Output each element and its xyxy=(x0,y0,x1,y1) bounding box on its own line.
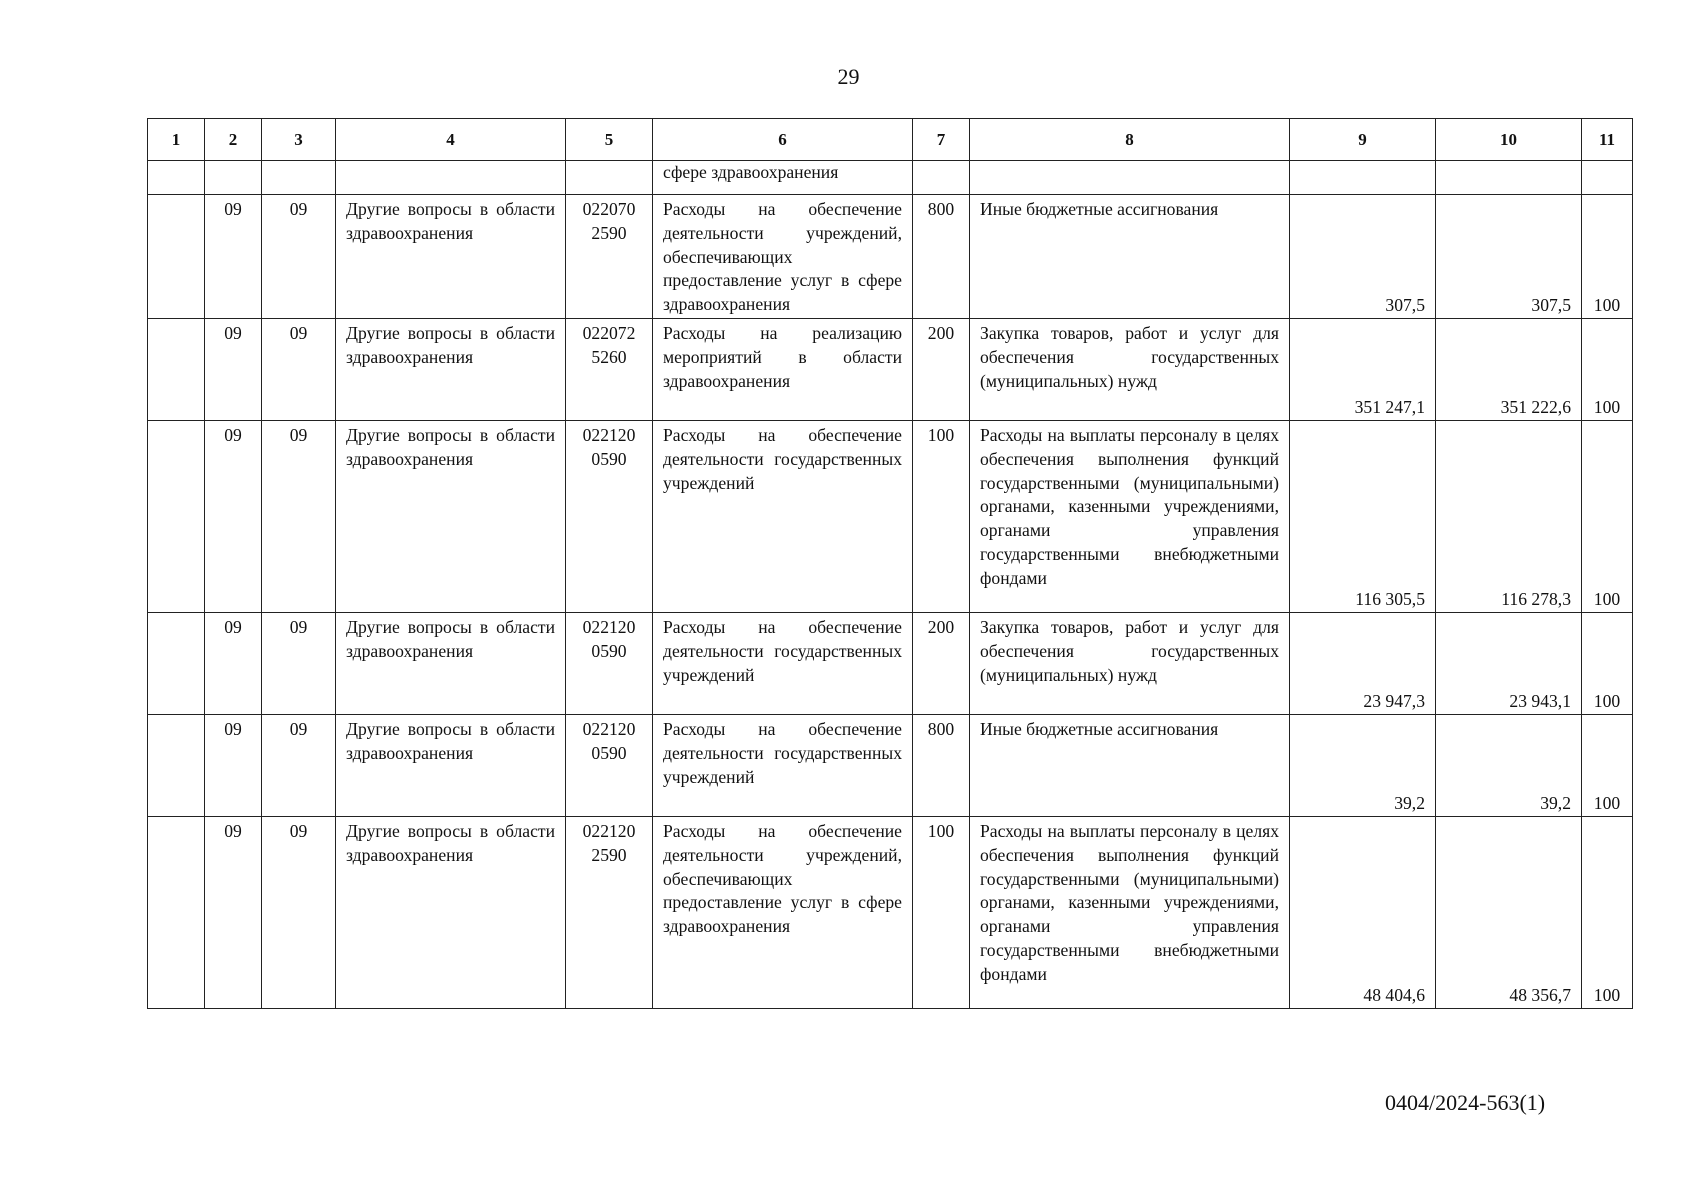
cell-number xyxy=(148,421,205,613)
cell-target-code: 022072 5260 xyxy=(566,319,653,421)
cell-expense-type-name: Расходы на выплаты персоналу в целях обеспечения выполнения функций государственными (муниципальными) органами, казенными учреждениями, органами управления государственными внебюджетными фондами xyxy=(970,817,1290,1009)
cell-planned-amount: 23 947,3 xyxy=(1290,613,1436,715)
cell-section: 09 xyxy=(205,319,262,421)
page-number: 29 xyxy=(837,64,860,89)
cell-empty xyxy=(970,161,1290,195)
cell-number xyxy=(148,195,205,319)
cell-actual-amount: 39,2 xyxy=(1436,715,1582,817)
column-header-8: 8 xyxy=(970,119,1290,161)
cell-planned-amount: 48 404,6 xyxy=(1290,817,1436,1009)
cell-planned-amount: 351 247,1 xyxy=(1290,319,1436,421)
cell-empty xyxy=(1436,161,1582,195)
cell-target-code: 022120 0590 xyxy=(566,421,653,613)
budget-table xyxy=(147,118,1633,1009)
cell-number xyxy=(148,319,205,421)
cell-expense-type-name: Иные бюджетные ассигнования xyxy=(970,195,1290,319)
cell-subsection-name: Другие вопросы в области здравоохранения xyxy=(336,817,566,1009)
cell-subsection: 09 xyxy=(262,319,336,421)
cell-expense-type-code: 800 xyxy=(913,715,970,817)
cell-empty xyxy=(566,161,653,195)
table-row xyxy=(148,613,1633,715)
cell-target-code: 022120 2590 xyxy=(566,817,653,1009)
table-body xyxy=(148,161,1633,1009)
cell-actual-amount: 116 278,3 xyxy=(1436,421,1582,613)
cell-number xyxy=(148,715,205,817)
cell-subsection: 09 xyxy=(262,817,336,1009)
cell-execution-percent: 100 xyxy=(1582,421,1633,613)
cell-number xyxy=(148,817,205,1009)
cell-subsection-name: Другие вопросы в области здравоохранения xyxy=(336,715,566,817)
cell-section: 09 xyxy=(205,195,262,319)
table-row xyxy=(148,421,1633,613)
cell-planned-amount: 116 305,5 xyxy=(1290,421,1436,613)
column-header-1: 1 xyxy=(148,119,205,161)
column-header-11: 11 xyxy=(1582,119,1633,161)
cell-expense-type-name: Иные бюджетные ассигнования xyxy=(970,715,1290,817)
cell-number xyxy=(148,613,205,715)
cell-section: 09 xyxy=(205,421,262,613)
column-header-2: 2 xyxy=(205,119,262,161)
cell-subsection: 09 xyxy=(262,715,336,817)
table-header-row xyxy=(148,119,1633,161)
table-row xyxy=(148,715,1633,817)
cell-expense-description: сфере здравоохранения xyxy=(653,161,913,195)
cell-empty xyxy=(1582,161,1633,195)
cell-empty xyxy=(336,161,566,195)
cell-planned-amount: 39,2 xyxy=(1290,715,1436,817)
column-header-4: 4 xyxy=(336,119,566,161)
cell-empty xyxy=(205,161,262,195)
cell-execution-percent: 100 xyxy=(1582,715,1633,817)
cell-actual-amount: 351 222,6 xyxy=(1436,319,1582,421)
cell-expense-description: Расходы на обеспечение деятельности учреждений, обеспечивающих предоставление услуг в сфере здравоохранения xyxy=(653,195,913,319)
cell-subsection-name: Другие вопросы в области здравоохранения xyxy=(336,421,566,613)
cell-expense-type-code: 200 xyxy=(913,613,970,715)
cell-subsection-name: Другие вопросы в области здравоохранения xyxy=(336,195,566,319)
cell-execution-percent: 100 xyxy=(1582,319,1633,421)
cell-expense-type-name: Закупка товаров, работ и услуг для обеспечения государственных (муниципальных) нужд xyxy=(970,319,1290,421)
cell-subsection: 09 xyxy=(262,421,336,613)
cell-expense-description: Расходы на обеспечение деятельности государственных учреждений xyxy=(653,613,913,715)
cell-expense-type-code: 800 xyxy=(913,195,970,319)
cell-expense-description: Расходы на обеспечение деятельности учреждений, обеспечивающих предоставление услуг в сфере здравоохранения xyxy=(653,817,913,1009)
cell-empty xyxy=(148,161,205,195)
cell-section: 09 xyxy=(205,817,262,1009)
cell-subsection-name: Другие вопросы в области здравоохранения xyxy=(336,319,566,421)
table-row xyxy=(148,817,1633,1009)
column-header-7: 7 xyxy=(913,119,970,161)
cell-target-code: 022120 0590 xyxy=(566,715,653,817)
cell-execution-percent: 100 xyxy=(1582,817,1633,1009)
cell-expense-type-code: 100 xyxy=(913,817,970,1009)
table-row xyxy=(148,319,1633,421)
cell-actual-amount: 23 943,1 xyxy=(1436,613,1582,715)
cell-execution-percent: 100 xyxy=(1582,613,1633,715)
cell-expense-type-name: Закупка товаров, работ и услуг для обеспечения государственных (муниципальных) нужд xyxy=(970,613,1290,715)
cell-section: 09 xyxy=(205,715,262,817)
cell-expense-description: Расходы на реализацию мероприятий в области здравоохранения xyxy=(653,319,913,421)
cell-empty xyxy=(913,161,970,195)
cell-actual-amount: 48 356,7 xyxy=(1436,817,1582,1009)
cell-empty xyxy=(1290,161,1436,195)
cell-expense-type-code: 200 xyxy=(913,319,970,421)
cell-subsection: 09 xyxy=(262,195,336,319)
document-code: 0404/2024-563(1) xyxy=(1385,1090,1546,1115)
cell-expense-description: Расходы на обеспечение деятельности государственных учреждений xyxy=(653,421,913,613)
cell-execution-percent: 100 xyxy=(1582,195,1633,319)
cell-expense-type-name: Расходы на выплаты персоналу в целях обеспечения выполнения функций государственными (муниципальными) органами, казенными учреждениями, органами управления государственными внебюджетными фондами xyxy=(970,421,1290,613)
table-row xyxy=(148,195,1633,319)
cell-planned-amount: 307,5 xyxy=(1290,195,1436,319)
cell-target-code: 022070 2590 xyxy=(566,195,653,319)
cell-subsection-name: Другие вопросы в области здравоохранения xyxy=(336,613,566,715)
column-header-3: 3 xyxy=(262,119,336,161)
cell-subsection: 09 xyxy=(262,613,336,715)
table-row-continuation xyxy=(148,161,1633,195)
cell-expense-description: Расходы на обеспечение деятельности государственных учреждений xyxy=(653,715,913,817)
column-header-9: 9 xyxy=(1290,119,1436,161)
cell-section: 09 xyxy=(205,613,262,715)
column-header-6: 6 xyxy=(653,119,913,161)
column-header-10: 10 xyxy=(1436,119,1582,161)
column-header-5: 5 xyxy=(566,119,653,161)
cell-actual-amount: 307,5 xyxy=(1436,195,1582,319)
cell-empty xyxy=(262,161,336,195)
cell-target-code: 022120 0590 xyxy=(566,613,653,715)
cell-expense-type-code: 100 xyxy=(913,421,970,613)
